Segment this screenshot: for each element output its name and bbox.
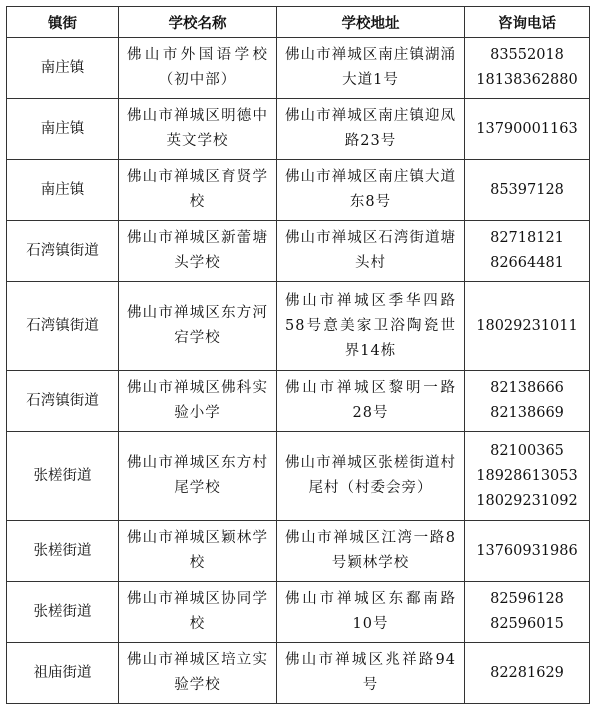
school-contact-table xyxy=(6,6,590,704)
address-cell: 佛山市禅城区黎明一路28号 xyxy=(277,371,465,432)
phone-cell xyxy=(465,221,590,282)
school-table-container xyxy=(6,6,589,704)
phone-number: 18138362880 xyxy=(476,72,578,88)
school-name-cell: 佛山市禅城区东方村尾学校 xyxy=(119,432,277,521)
phone-cell xyxy=(465,643,590,704)
table-row xyxy=(7,282,590,371)
town-cell: 张槎街道 xyxy=(7,521,119,582)
phone-number: 83552018 xyxy=(490,47,564,63)
address-cell: 佛山市禅城区石湾街道塘头村 xyxy=(277,221,465,282)
town-cell: 石湾镇街道 xyxy=(7,282,119,371)
phone-number: 18029231092 xyxy=(476,492,578,509)
phone-number: 13760931986 xyxy=(476,542,578,559)
phone-cell xyxy=(465,432,590,521)
school-name-cell: 佛山市禅城区育贤学校 xyxy=(119,160,277,221)
phone-number: 82138669 xyxy=(490,405,564,421)
header-school-address: 学校地址 xyxy=(277,7,465,38)
address-cell: 佛山市禅城区南庄镇迎凤路23号 xyxy=(277,99,465,160)
town-cell: 南庄镇 xyxy=(7,160,119,221)
school-name-cell: 佛山市禅城区培立实验学校 xyxy=(119,643,277,704)
phone-number: 18928613053 xyxy=(476,467,578,484)
table-row xyxy=(7,371,590,432)
header-school-name: 学校名称 xyxy=(119,7,277,38)
phone-cell xyxy=(465,160,590,221)
table-row xyxy=(7,38,590,99)
town-cell: 祖庙街道 xyxy=(7,643,119,704)
table-header-row xyxy=(7,7,590,38)
school-name-cell: 佛山市禅城区协同学校 xyxy=(119,582,277,643)
town-cell: 张槎街道 xyxy=(7,582,119,643)
table-row xyxy=(7,521,590,582)
table-row xyxy=(7,221,590,282)
town-cell: 南庄镇 xyxy=(7,38,119,99)
school-name-cell: 佛山市禅城区佛科实验小学 xyxy=(119,371,277,432)
table-row xyxy=(7,432,590,521)
phone-cell xyxy=(465,38,590,99)
header-phone: 咨询电话 xyxy=(465,7,590,38)
town-cell: 南庄镇 xyxy=(7,99,119,160)
table-row xyxy=(7,643,590,704)
address-cell: 佛山市禅城区南庄镇湖涌大道1号 xyxy=(277,38,465,99)
phone-number: 82664481 xyxy=(490,255,564,271)
phone-number: 18029231011 xyxy=(476,317,578,334)
phone-number: 82138666 xyxy=(490,380,564,396)
school-name-cell: 佛山市禅城区东方河宕学校 xyxy=(119,282,277,371)
address-cell: 佛山市禅城区兆祥路94号 xyxy=(277,643,465,704)
table-row xyxy=(7,160,590,221)
table-row xyxy=(7,99,590,160)
phone-cell xyxy=(465,99,590,160)
school-name-cell: 佛山市禅城区新蕾塘头学校 xyxy=(119,221,277,282)
header-town: 镇街 xyxy=(7,7,119,38)
town-cell: 张槎街道 xyxy=(7,432,119,521)
phone-cell xyxy=(465,521,590,582)
table-row xyxy=(7,582,590,643)
school-name-cell: 佛山市外国语学校（初中部） xyxy=(119,38,277,99)
school-name-cell: 佛山市禅城区颖林学校 xyxy=(119,521,277,582)
address-cell: 佛山市禅城区江湾一路8号颖林学校 xyxy=(277,521,465,582)
phone-number: 13790001163 xyxy=(476,120,578,137)
phone-number: 82718121 xyxy=(490,230,564,246)
phone-cell xyxy=(465,582,590,643)
address-cell: 佛山市禅城区季华四路58号意美家卫浴陶瓷世界14栋 xyxy=(277,282,465,371)
address-cell: 佛山市禅城区东鄱南路10号 xyxy=(277,582,465,643)
phone-number: 82596015 xyxy=(490,616,564,632)
phone-number: 82100365 xyxy=(490,442,564,459)
phone-number: 85397128 xyxy=(490,181,564,198)
phone-cell xyxy=(465,371,590,432)
address-cell: 佛山市禅城区张槎街道村尾村（村委会旁） xyxy=(277,432,465,521)
phone-number: 82596128 xyxy=(490,591,564,607)
address-cell: 佛山市禅城区南庄镇大道东8号 xyxy=(277,160,465,221)
town-cell: 石湾镇街道 xyxy=(7,221,119,282)
town-cell: 石湾镇街道 xyxy=(7,371,119,432)
school-name-cell: 佛山市禅城区明德中英文学校 xyxy=(119,99,277,160)
phone-cell xyxy=(465,282,590,371)
phone-number: 82281629 xyxy=(490,664,564,681)
